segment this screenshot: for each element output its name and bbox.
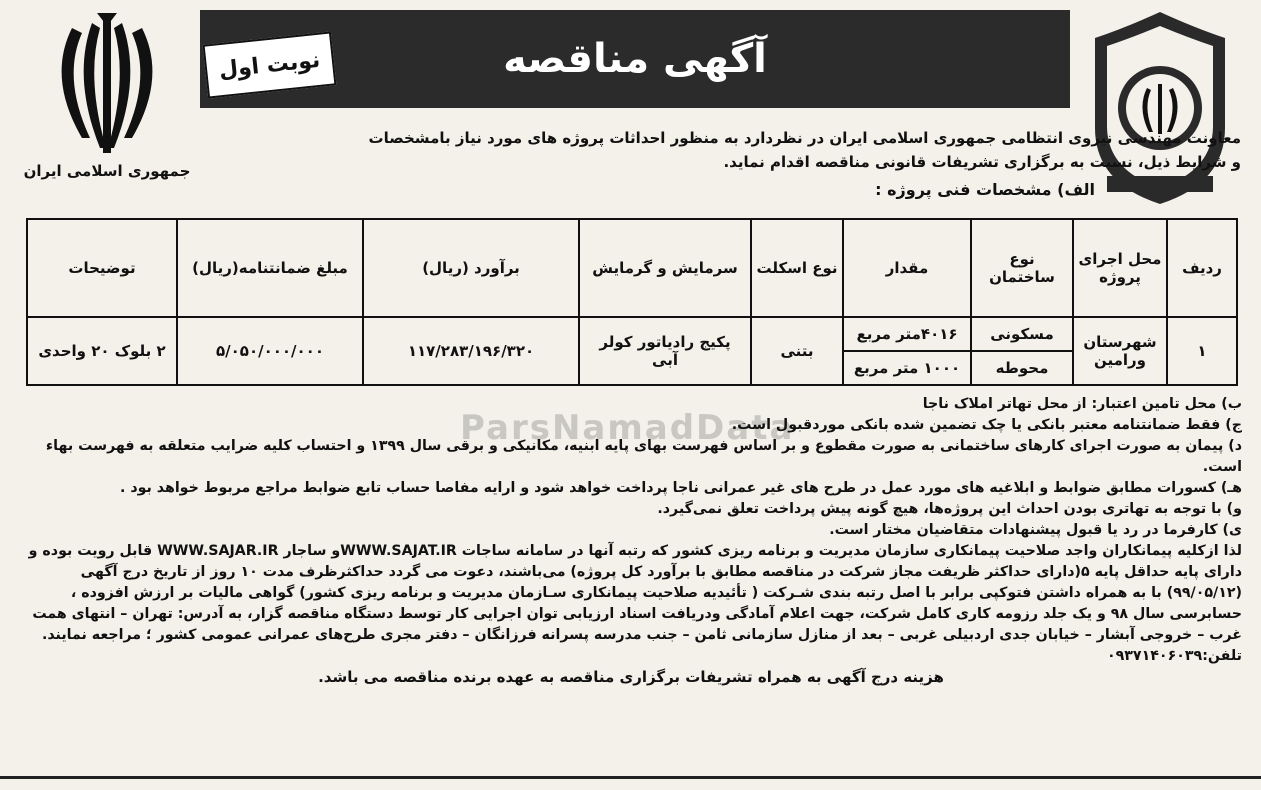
cell-quantity-1: ۴۰۱۶متر مربع bbox=[843, 317, 971, 351]
header-row-number: ردیف bbox=[1167, 219, 1237, 317]
section-a-heading: الف) مشخصات فنی پروژه : bbox=[875, 180, 1095, 199]
clause-b: ب) محل تامین اعتبار: از محل تهاتر املاک ناجا bbox=[922, 396, 1242, 412]
clause-d: د) پیمان به صورت اجرای کارهای ساختمانی به صورت مقطوع و بر اساس فهرست بهای پایه ابنیه، مکانیکی و برقی سال ۱۳۹۹ و احتساب کلیه ضرایب متعلقه به فهرست بهاء است. bbox=[45, 438, 1242, 475]
project-spec-table bbox=[26, 218, 1238, 386]
cell-building-type-2: محوطه bbox=[971, 351, 1073, 385]
cell-skeleton: بتنی bbox=[751, 317, 843, 385]
bottom-divider bbox=[0, 776, 1261, 779]
page-title: آگهی مناقصه bbox=[503, 36, 767, 82]
cell-estimate: ۱۱۷/۲۸۳/۱۹۶/۳۲۰ bbox=[363, 317, 579, 385]
cell-row-number: ۱ bbox=[1167, 317, 1237, 385]
footer-note: هزینه درج آگهی به همراه تشریفات برگزاری مناقصه به عهده برنده مناقصه می باشد. bbox=[318, 668, 944, 686]
invitation-paragraph: لذا ازکلیه پیمانکاران واجد صلاحیت پیمانکاری سازمان مدیریت و برنامه ریزی کشور که رتبه آنها در سامانه ساجات WWW.SAJAT.IRو ساجار WWW.SAJAR.IR قابل رویت بوده و دارای پایه حداقل پایه ۵(دارای حداکثر ظریفت مجاز شرکت در مناقصه مطابق با برآورد کل پروژه) می‌باشند، دعوت می گردد حداکثرظرف مدت ۱۰ روز از تاریخ درج آگهی (۹۹/۰۵/۱۲) با به همراه داشتن فتوکپی برابر با اصل رتبه بندی شـرکت ( تأئیدیه صلاحیت پیمانکاری سـازمان مدیریت و برنامه ریزی کشور) گواهی مالیات بر ارزش افزوده ، حسابرسی سال ۹۸ و یک جلد رزومه کاری کامل شرکت، جهت اعلام آمادگی ودریافت اسناد ارزیابی توان اجرایی کار توسط دستگاه مناقصه گزار، به آدرس: تهران – انتهای همت غرب – خروجی آبشار – خیابان جدی اردبیلی غربی – بعد از منازل سازمانی ثامن – جنب مدرسه پسرانه فرزانگان – دفتر مجری طرح‌های عمرانی عمومی کشور ؛ مراجعه نمایند. تلفن:۰۹۳۷۱۴۰۶۰۳۹ bbox=[28, 543, 1242, 664]
police-shield-icon bbox=[1085, 8, 1235, 208]
clause-h: هـ) کسورات مطابق ضوابط و ابلاغیه های مورد عمل در طرح های غیر عمرانی ناجا پرداخت خواهد شود و ارایه مفاصا حساب تابع ضوابط مراجع مربوط خواهد بود . bbox=[120, 480, 1242, 496]
round-badge: نوبت اول bbox=[203, 31, 337, 98]
table-row bbox=[27, 317, 1237, 351]
cell-building-type-1: مسکونی bbox=[971, 317, 1073, 351]
header-building-type: نوع ساختمان bbox=[971, 219, 1073, 317]
header-estimate: برآورد (ریال) bbox=[363, 219, 579, 317]
header-skeleton: نوع اسکلت bbox=[751, 219, 843, 317]
cell-guarantee: ۵/۰۵۰/۰۰۰/۰۰۰ bbox=[177, 317, 363, 385]
intro-text bbox=[201, 126, 1241, 174]
table-header-row bbox=[27, 219, 1237, 317]
clause-j: ج) فقط ضمانتنامه معتبر بانکی یا چک تضمین شده بانکی موردقبول است. bbox=[731, 417, 1242, 433]
header-hvac: سرمایش و گرمایش bbox=[579, 219, 751, 317]
clause-v: و) با توجه به تهاتری بودن احداث این پروژه‌ها، هیچ گونه پیش پرداخت تعلق نمی‌گیرد. bbox=[657, 501, 1242, 517]
iran-emblem bbox=[22, 8, 192, 208]
iran-emblem-caption: جمهوری اسلامی ایران bbox=[23, 162, 191, 180]
conditions-text bbox=[20, 394, 1242, 688]
header-guarantee: مبلغ ضمانتنامه(ریال) bbox=[177, 219, 363, 317]
cell-location: شهرستان ورامین bbox=[1073, 317, 1167, 385]
header-location: محل اجرای پروژه bbox=[1073, 219, 1167, 317]
intro-line-2: و شرایط ذیل، نسبت به برگزاری تشریفات قانونی مناقصه اقدام نماید. bbox=[723, 153, 1241, 171]
cell-notes: ۲ بلوک ۲۰ واحدی bbox=[27, 317, 177, 385]
iran-emblem-icon bbox=[42, 8, 172, 158]
intro-line-1: معاونت مهندسی نیروی انتظامی جمهوری اسلامی ایران در نظردارد به منظور احداثات پروژه های مورد نیاز بامشخصات bbox=[368, 129, 1241, 147]
cell-hvac: پکیج رادیاتور کولر آبی bbox=[579, 317, 751, 385]
header-quantity: مقدار bbox=[843, 219, 971, 317]
police-emblem bbox=[1085, 8, 1235, 208]
watermark: ParsNamadData bbox=[460, 408, 795, 448]
clause-y: ی) کارفرما در رد یا قبول پیشنهادات متقاضیان مختار است. bbox=[829, 522, 1242, 538]
header-notes: توضیحات bbox=[27, 219, 177, 317]
cell-quantity-2: ۱۰۰۰ متر مربع bbox=[843, 351, 971, 385]
